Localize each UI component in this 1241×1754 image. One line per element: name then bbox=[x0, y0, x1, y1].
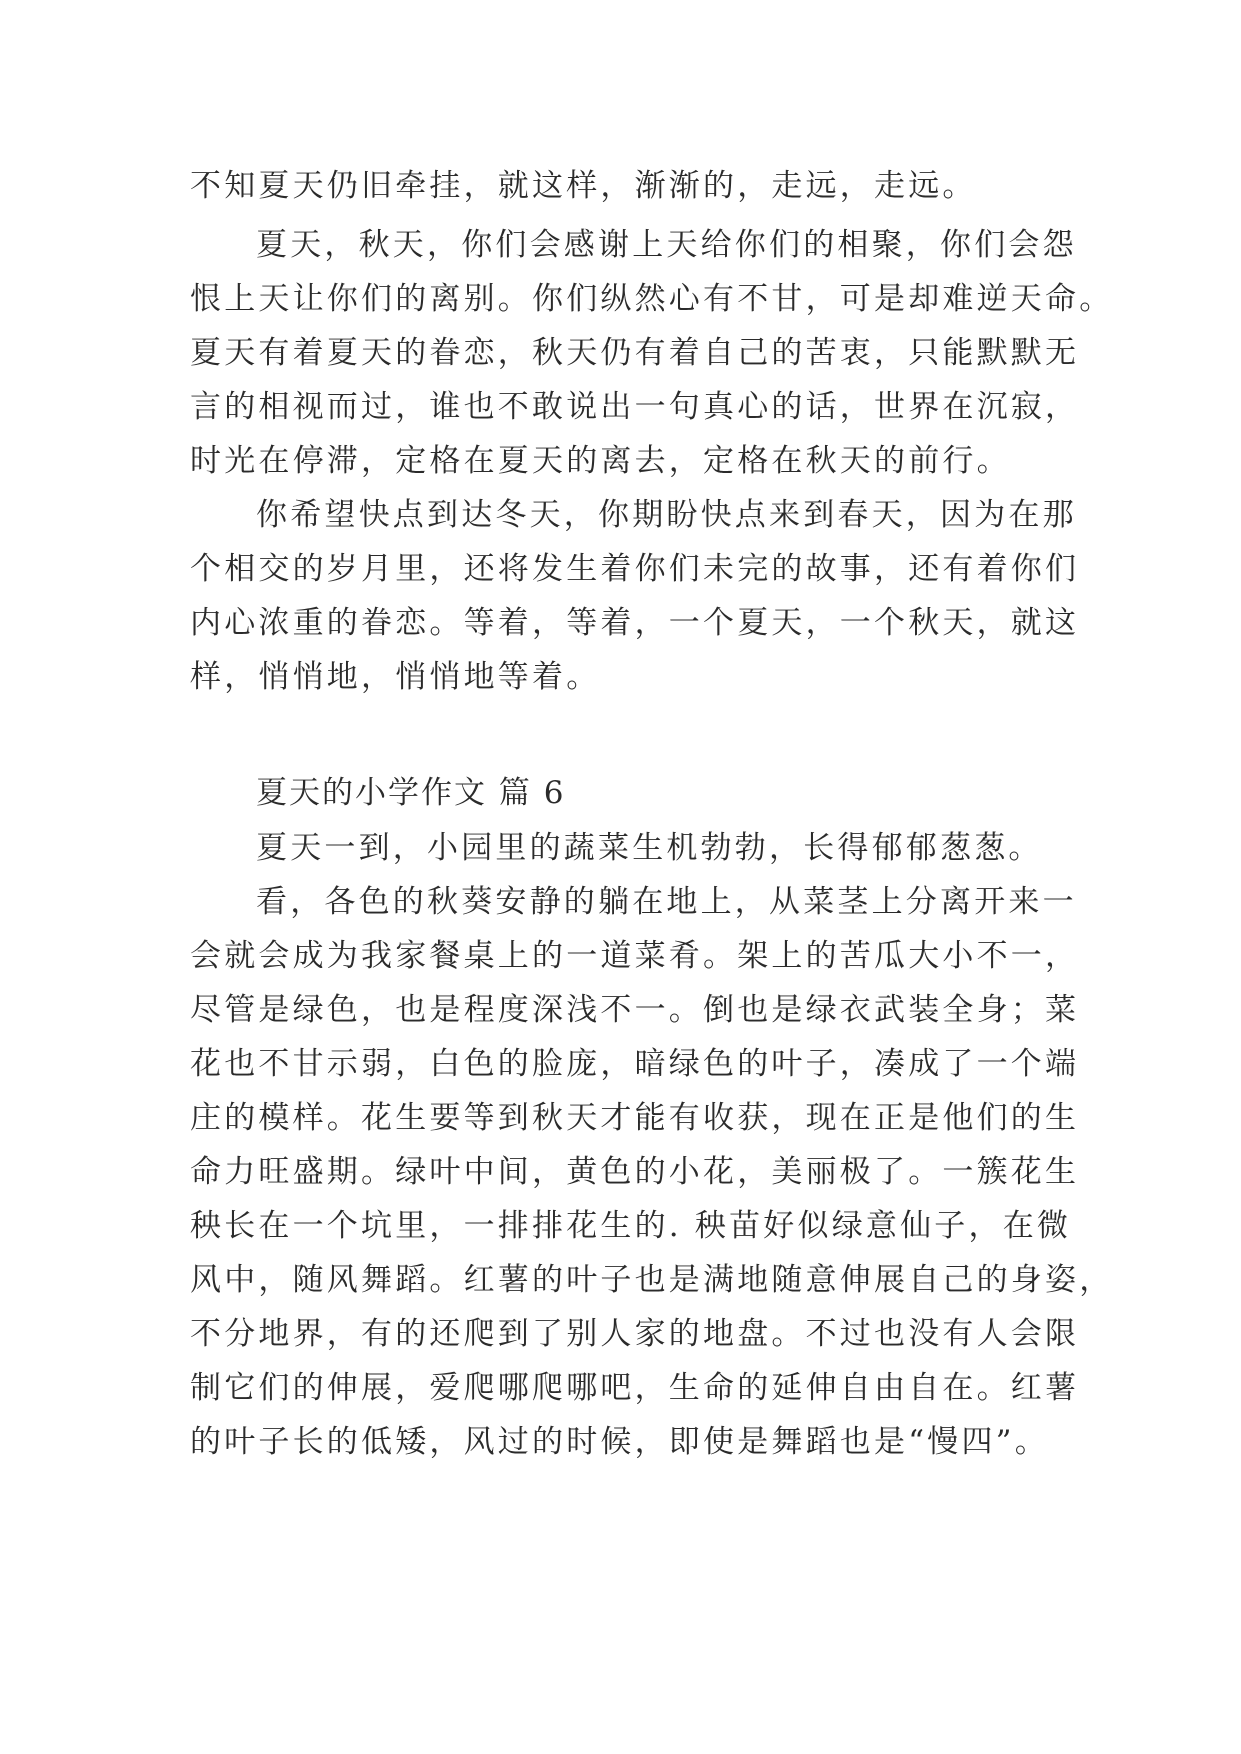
paragraph-line: 时光在停滞，定格在夏天的离去，定格在秋天的前行。 bbox=[190, 443, 1011, 479]
paragraph-line: 命力旺盛期。绿叶中间，黄色的小花，美丽极了。一簇花生 bbox=[190, 1154, 1080, 1190]
paragraph-line: 不知夏天仍旧牵挂，就这样，渐渐的，走远，走远。 bbox=[190, 168, 977, 204]
paragraph-line: 不分地界，有的还爬到了别人家的地盘。不过也没有人会限 bbox=[190, 1316, 1080, 1352]
paragraph-line: 秧长在一个坑里，一排排花生的. 秧苗好似绿意仙子，在微 bbox=[190, 1208, 1072, 1244]
paragraph-line: 样，悄悄地，悄悄地等着。 bbox=[190, 659, 601, 695]
paragraph-line: 的叶子长的低矮，风过的时候，即使是舞蹈也是“慢四”。 bbox=[190, 1424, 1049, 1460]
paragraph-line: 你希望快点到达冬天，你期盼快点来到春天，因为在那 bbox=[256, 497, 1077, 533]
paragraph-line: 庄的模样。花生要等到秋天才能有收获，现在正是他们的生 bbox=[190, 1100, 1080, 1136]
paragraph-line: 内心浓重的眷恋。等着，等着，一个夏天，一个秋天，就这 bbox=[190, 605, 1080, 641]
paragraph-line: 夏天，秋天，你们会感谢上天给你们的相聚，你们会怨 bbox=[256, 227, 1077, 263]
paragraph-line: 言的相视而过，谁也不敢说出一句真心的话，世界在沉寂， bbox=[190, 389, 1080, 425]
paragraph-line: 夏天一到，小园里的蔬菜生机勃勃，长得郁郁葱葱。 bbox=[256, 830, 1043, 866]
paragraph-line: 制它们的伸展，爱爬哪爬哪吧，生命的延伸自由自在。红薯 bbox=[190, 1370, 1080, 1406]
paragraph-line: 看，各色的秋葵安静的躺在地上，从菜茎上分离开来一 bbox=[256, 884, 1077, 920]
paragraph-line: 个相交的岁月里，还将发生着你们未完的故事，还有着你们 bbox=[190, 551, 1080, 587]
paragraph-line: 尽管是绿色，也是程度深浅不一。倒也是绿衣武装全身；菜 bbox=[190, 992, 1080, 1028]
paragraph-line: 风中，随风舞蹈。红薯的叶子也是满地随意伸展自己的身姿， bbox=[190, 1262, 1114, 1298]
section-heading: 夏天的小学作文 篇 6 bbox=[256, 775, 566, 811]
paragraph-line: 夏天有着夏天的眷恋，秋天仍有着自己的苦衷，只能默默无 bbox=[190, 335, 1080, 371]
paragraph-line: 会就会成为我家餐桌上的一道菜肴。架上的苦瓜大小不一， bbox=[190, 938, 1080, 974]
paragraph-line: 恨上天让你们的离别。你们纵然心有不甘，可是却难逆天命。 bbox=[190, 281, 1114, 317]
paragraph-line: 花也不甘示弱，白色的脸庞，暗绿色的叶子，凑成了一个端 bbox=[190, 1046, 1080, 1082]
